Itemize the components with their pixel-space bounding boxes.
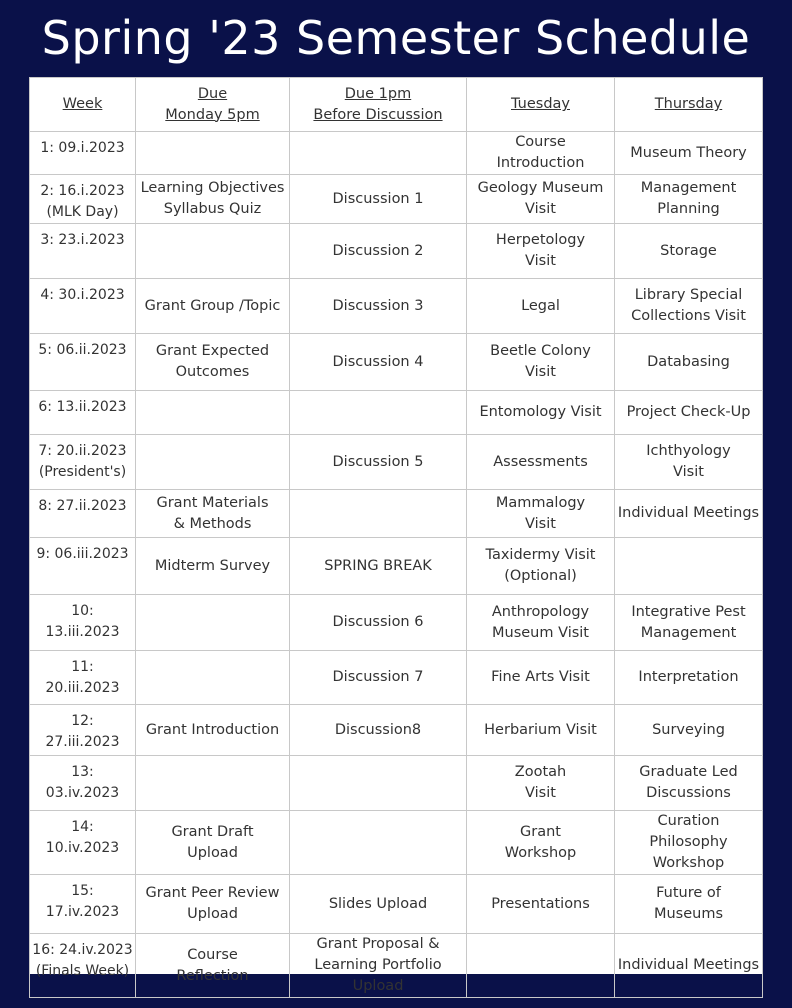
week-cell: 9: 06.iii.2023 [30,538,136,595]
tuesday-cell: Entomology Visit [467,391,615,435]
table-row [30,705,763,756]
thursday-cell: Library Special Collections Visit [615,279,763,334]
table-row [30,538,763,595]
due-monday-cell [136,391,290,435]
thursday-cell: Project Check-Up [615,391,763,435]
due-discussion-cell [290,391,467,435]
thursday-cell: Storage [615,224,763,279]
table-row [30,334,763,391]
due-monday-cell [136,435,290,490]
week-cell: 7: 20.ii.2023 (President's) [30,435,136,490]
thursday-cell: Databasing [615,334,763,391]
tuesday-cell: Zootah Visit [467,756,615,811]
tuesday-cell: Presentations [467,875,615,934]
tuesday-cell: Assessments [467,435,615,490]
table-row [30,875,763,934]
due-monday-cell: Grant Materials & Methods [136,490,290,538]
due-discussion-cell: Discussion 2 [290,224,467,279]
week-cell: 5: 06.ii.2023 [30,334,136,391]
week-cell: 13: 03.iv.2023 [30,756,136,811]
due-monday-cell [136,132,290,175]
tuesday-cell: Herbarium Visit [467,705,615,756]
due-monday-cell: Grant Introduction [136,705,290,756]
week-cell: 11: 20.iii.2023 [30,651,136,705]
tuesday-cell: Grant Workshop [467,811,615,875]
week-cell: 4: 30.i.2023 [30,279,136,334]
tuesday-cell: Taxidermy Visit (Optional) [467,538,615,595]
thursday-cell: Ichthyology Visit [615,435,763,490]
table-row [30,279,763,334]
schedule-table [29,77,763,998]
week-cell: 8: 27.ii.2023 [30,490,136,538]
due-monday-cell [136,651,290,705]
table-row [30,490,763,538]
due-discussion-cell: Discussion 4 [290,334,467,391]
thursday-cell: Interpretation [615,651,763,705]
tuesday-cell: Course Introduction [467,132,615,175]
week-cell: 16: 24.iv.2023 (Finals Week) [30,934,136,998]
header-due-discussion: Due 1pm Before Discussion [290,78,467,132]
thursday-cell: Graduate Led Discussions [615,756,763,811]
table-row [30,224,763,279]
header-row [30,78,763,132]
thursday-cell [615,538,763,595]
table-row [30,435,763,490]
due-monday-cell [136,224,290,279]
due-discussion-cell: Discussion 1 [290,175,467,224]
header-thursday: Thursday [615,78,763,132]
due-discussion-cell: Discussion8 [290,705,467,756]
tuesday-cell: Geology Museum Visit [467,175,615,224]
thursday-cell: Individual Meetings [615,490,763,538]
table-row [30,595,763,651]
due-discussion-cell: Discussion 5 [290,435,467,490]
due-discussion-cell [290,132,467,175]
tuesday-cell: Fine Arts Visit [467,651,615,705]
tuesday-cell: Herpetology Visit [467,224,615,279]
week-cell: 12: 27.iii.2023 [30,705,136,756]
due-monday-cell [136,756,290,811]
due-discussion-cell: Slides Upload [290,875,467,934]
thursday-cell: Surveying [615,705,763,756]
week-cell: 14: 10.iv.2023 [30,811,136,875]
tuesday-cell: Legal [467,279,615,334]
table-row [30,175,763,224]
thursday-cell: Curation Philosophy Workshop [615,811,763,875]
due-monday-cell: Course Reflection [136,934,290,998]
week-cell: 2: 16.i.2023 (MLK Day) [30,175,136,224]
week-cell: 15: 17.iv.2023 [30,875,136,934]
week-cell: 10: 13.iii.2023 [30,595,136,651]
tuesday-cell: Beetle Colony Visit [467,334,615,391]
week-cell: 1: 09.i.2023 [30,132,136,175]
header-tuesday: Tuesday [467,78,615,132]
header-week: Week [30,78,136,132]
table-row [30,132,763,175]
due-discussion-cell [290,756,467,811]
due-monday-cell: Grant Expected Outcomes [136,334,290,391]
thursday-cell: Future of Museums [615,875,763,934]
thursday-cell: Management Planning [615,175,763,224]
due-monday-cell [136,595,290,651]
due-discussion-cell [290,811,467,875]
table-row [30,756,763,811]
table-row [30,934,763,998]
table-row [30,391,763,435]
due-discussion-cell: SPRING BREAK [290,538,467,595]
due-discussion-cell: Discussion 3 [290,279,467,334]
due-discussion-cell: Discussion 6 [290,595,467,651]
header-due-monday: Due Monday 5pm [136,78,290,132]
due-discussion-cell: Grant Proposal & Learning Portfolio Upload [290,934,467,998]
tuesday-cell [467,934,615,998]
due-discussion-cell: Discussion 7 [290,651,467,705]
due-monday-cell: Grant Draft Upload [136,811,290,875]
tuesday-cell: Mammalogy Visit [467,490,615,538]
due-discussion-cell [290,490,467,538]
thursday-cell: Museum Theory [615,132,763,175]
table-row [30,811,763,875]
week-cell: 6: 13.ii.2023 [30,391,136,435]
due-monday-cell: Grant Peer Review Upload [136,875,290,934]
table-row [30,651,763,705]
due-monday-cell: Midterm Survey [136,538,290,595]
thursday-cell: Individual Meetings [615,934,763,998]
page-title: Spring '23 Semester Schedule [41,11,751,65]
due-monday-cell: Learning Objectives Syllabus Quiz [136,175,290,224]
tuesday-cell: Anthropology Museum Visit [467,595,615,651]
thursday-cell: Integrative Pest Management [615,595,763,651]
due-monday-cell: Grant Group /Topic [136,279,290,334]
week-cell: 3: 23.i.2023 [30,224,136,279]
schedule-table-container [29,77,762,994]
